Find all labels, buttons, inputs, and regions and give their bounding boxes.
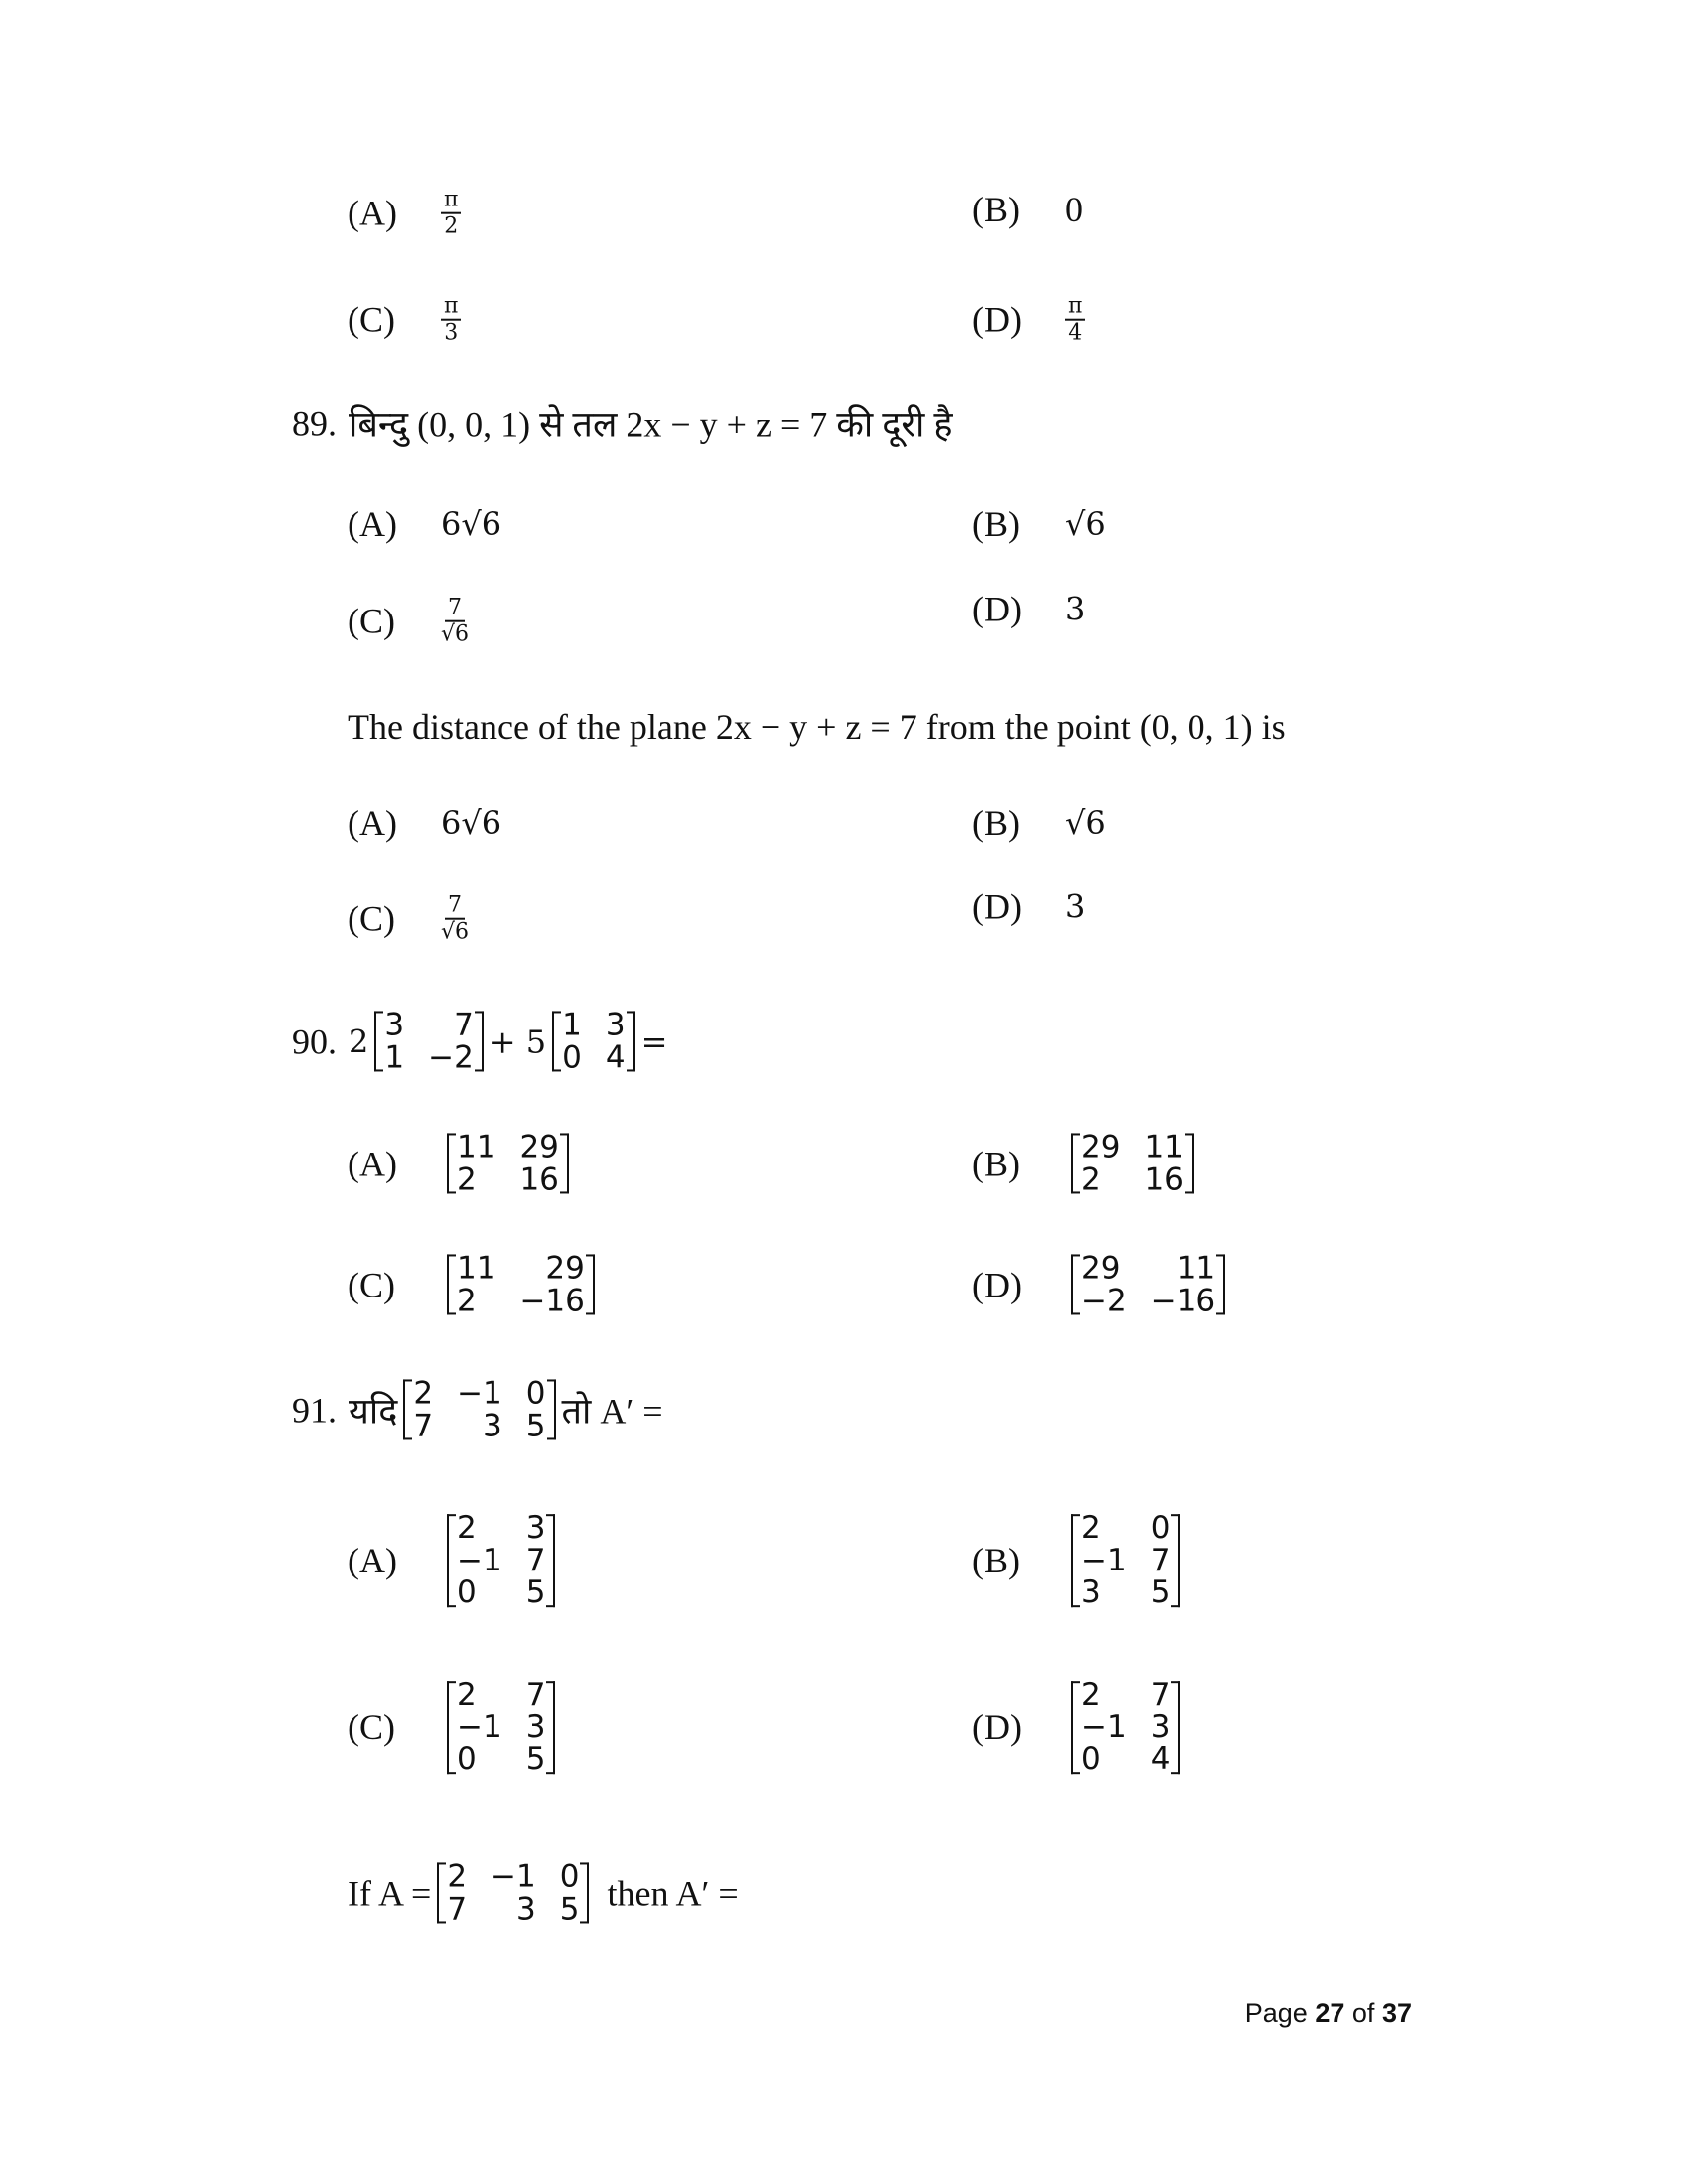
numerator: 7 <box>445 596 465 622</box>
matrix-cell: 11 <box>1176 1250 1216 1287</box>
matrix-cell: 2 <box>447 1858 468 1895</box>
fraction <box>441 188 461 240</box>
matrix-cell: 7 <box>447 1891 468 1927</box>
matrix-row <box>455 1679 547 1711</box>
matrix-cell: 0 <box>1081 1741 1101 1778</box>
then-text: then A′ = <box>607 1873 739 1913</box>
matrix-cell: 2 <box>457 1677 477 1713</box>
matrix-cell: 3 <box>384 1007 405 1043</box>
matrix-row <box>455 1131 561 1163</box>
option-label: (A) <box>348 803 397 843</box>
matrix-cell: 29 <box>1081 1129 1121 1165</box>
option-value: 6√6 <box>441 804 502 842</box>
q88-option-a <box>348 188 461 240</box>
q91-option-b <box>972 1512 1186 1609</box>
matrix-table <box>1079 1131 1186 1195</box>
numerator: π <box>1065 294 1085 321</box>
matrix-cell: 7 <box>413 1408 434 1443</box>
matrix-cell: −16 <box>519 1283 585 1318</box>
matrix-table <box>455 1131 561 1195</box>
matrix-cell: 7 <box>1150 1542 1171 1578</box>
matrix-row <box>445 1893 581 1926</box>
matrix-row <box>1079 1163 1186 1196</box>
matrix-table <box>411 1377 547 1441</box>
matrix <box>1071 1252 1225 1316</box>
matrix-cell: −1 <box>491 1858 536 1895</box>
q89-option-a <box>348 503 501 545</box>
matrix-table <box>455 1679 547 1776</box>
matrix-cell: 5 <box>559 1891 580 1927</box>
matrix-row <box>455 1545 547 1577</box>
q91-option-c <box>348 1679 561 1776</box>
matrix-cell: 4 <box>605 1039 626 1075</box>
matrix-cell: 1 <box>384 1039 405 1075</box>
q90-option-c <box>348 1252 601 1316</box>
matrix-row <box>1079 1576 1172 1609</box>
fraction <box>441 596 469 648</box>
option-label: (C) <box>348 1706 395 1747</box>
matrix-cell: 0 <box>559 1858 580 1895</box>
then-text: तो A′ = <box>561 1391 663 1432</box>
matrix-row <box>445 1860 581 1893</box>
q88-option-b <box>972 189 1083 230</box>
matrix-cell: 11 <box>457 1250 496 1287</box>
matrix-cell: 0 <box>525 1375 546 1412</box>
option-label: (C) <box>348 602 395 641</box>
option-value: 6√6 <box>441 505 502 543</box>
matrix-cell: 7 <box>454 1007 474 1043</box>
matrix-cell: 2 <box>1081 1161 1101 1197</box>
matrix-row <box>1079 1679 1172 1711</box>
matrix <box>1071 1512 1180 1609</box>
matrix-cell: 3 <box>525 1708 546 1745</box>
matrix-cell: 7 <box>1150 1677 1171 1713</box>
coefficient: 2 <box>349 1023 369 1060</box>
matrix-cell: −1 <box>1081 1542 1127 1578</box>
matrix <box>447 1131 569 1195</box>
option-label: (A) <box>348 194 397 233</box>
matrix-table <box>382 1009 475 1073</box>
matrix-cell: 2 <box>1081 1677 1101 1713</box>
matrix <box>447 1252 595 1316</box>
fraction <box>441 893 469 946</box>
option-label: (A) <box>348 504 397 544</box>
matrix-cell: 16 <box>1144 1161 1184 1197</box>
matrix-row <box>455 1252 587 1285</box>
matrix-cell: −16 <box>1150 1283 1216 1318</box>
matrix <box>447 1679 555 1776</box>
matrix-row <box>455 1711 547 1744</box>
matrix-cell: 0 <box>457 1574 477 1611</box>
option-value: 3 <box>1065 590 1086 628</box>
matrix-table <box>1079 1679 1172 1776</box>
option-label: (D) <box>972 300 1022 340</box>
matrix-row <box>455 1743 547 1776</box>
matrix-row <box>1079 1545 1172 1577</box>
q89-en-option-a <box>348 802 501 844</box>
option-label: (D) <box>972 589 1022 629</box>
fraction <box>1065 294 1085 346</box>
numerator: π <box>441 188 461 214</box>
matrix-row <box>455 1285 587 1317</box>
matrix-cell: 7 <box>525 1542 546 1578</box>
matrix-row <box>455 1163 561 1196</box>
option-value: √6 <box>1065 505 1106 543</box>
q90-option-d <box>972 1252 1231 1316</box>
matrix-row <box>382 1041 475 1074</box>
matrix-row <box>560 1009 627 1041</box>
current-page: 27 <box>1315 1998 1345 2028</box>
matrix-row <box>382 1009 475 1041</box>
matrix-row <box>1079 1743 1172 1776</box>
denominator: 2 <box>444 214 459 239</box>
option-value: 3 <box>1065 887 1086 926</box>
matrix-cell: 0 <box>1150 1510 1171 1547</box>
option-label: (B) <box>972 504 1020 544</box>
matrix-cell: 5 <box>525 1741 546 1778</box>
matrix-cell: 3 <box>516 1891 536 1927</box>
matrix <box>552 1009 634 1073</box>
matrix-cell: 7 <box>525 1677 546 1713</box>
option-label: (D) <box>972 1706 1022 1747</box>
matrix-table <box>455 1512 547 1609</box>
question-number: 89. <box>292 403 337 443</box>
denominator: √6 <box>441 920 470 945</box>
q88-option-d <box>972 294 1085 346</box>
matrix <box>447 1512 555 1609</box>
matrix-row <box>560 1041 627 1074</box>
option-label: (B) <box>972 803 1020 843</box>
question-number: 91. <box>292 1390 337 1430</box>
matrix <box>374 1009 483 1073</box>
matrix <box>437 1860 589 1925</box>
q91-option-a <box>348 1512 561 1609</box>
q91-option-d <box>972 1679 1186 1776</box>
matrix-table <box>1079 1512 1172 1609</box>
matrix-row <box>1079 1711 1172 1744</box>
q88-option-c <box>348 294 461 346</box>
matrix-cell: 0 <box>562 1039 582 1075</box>
q89-en-option-b <box>972 802 1106 844</box>
matrix-cell: 29 <box>545 1250 585 1287</box>
matrix-cell: −2 <box>1081 1283 1127 1318</box>
matrix-cell: 5 <box>525 1574 546 1611</box>
matrix-cell: 3 <box>1081 1574 1101 1611</box>
matrix-cell: 2 <box>1081 1510 1101 1547</box>
matrix-table <box>560 1009 627 1073</box>
matrix-cell: 0 <box>457 1741 477 1778</box>
matrix-row <box>1079 1252 1217 1285</box>
option-label: (A) <box>348 1540 397 1580</box>
matrix-cell: −2 <box>428 1039 474 1075</box>
if-text: If A = <box>348 1873 432 1913</box>
option-label: (C) <box>348 899 395 939</box>
option-label: (A) <box>348 1144 397 1183</box>
matrix-cell: −1 <box>457 1708 502 1745</box>
option-label: (C) <box>348 1265 395 1304</box>
matrix-cell: 5 <box>525 1408 546 1443</box>
matrix-row <box>411 1377 547 1410</box>
matrix-cell: 3 <box>525 1510 546 1547</box>
matrix-cell: 2 <box>413 1375 434 1412</box>
matrix-cell: 3 <box>483 1408 502 1443</box>
denominator: 3 <box>444 321 459 345</box>
question-text: The distance of the plane 2x − y + z = 7 from the point (0, 0, 1) is <box>348 707 1286 747</box>
matrix-row <box>455 1512 547 1545</box>
q89-option-d <box>972 588 1085 629</box>
matrix-cell: 3 <box>605 1007 626 1043</box>
matrix-row <box>1079 1285 1217 1317</box>
denominator: 4 <box>1068 321 1083 345</box>
matrix-table <box>445 1860 581 1925</box>
matrix-cell: 4 <box>1150 1741 1171 1778</box>
option-label: (B) <box>972 1144 1020 1183</box>
matrix-table <box>455 1252 587 1316</box>
matrix <box>403 1377 555 1441</box>
option-value: √6 <box>1065 804 1106 842</box>
matrix-cell: 1 <box>562 1007 582 1043</box>
matrix-cell: 3 <box>1150 1708 1171 1745</box>
page-word: Page <box>1244 1998 1308 2028</box>
operator: + 5 <box>489 1023 547 1060</box>
matrix-row <box>1079 1512 1172 1545</box>
matrix-row <box>411 1410 547 1442</box>
option-label: (D) <box>972 1265 1022 1304</box>
matrix-cell: −1 <box>457 1375 502 1412</box>
matrix-cell: −1 <box>457 1542 502 1578</box>
matrix-cell: 11 <box>1144 1129 1184 1165</box>
q89-option-b <box>972 503 1106 545</box>
matrix-cell: 29 <box>1081 1250 1121 1287</box>
q89-option-c <box>348 596 469 648</box>
total-pages: 37 <box>1381 1998 1412 2028</box>
matrix <box>1071 1679 1180 1776</box>
question-number: 90. <box>292 1022 337 1061</box>
q89-en-option-d <box>972 886 1085 927</box>
matrix-cell: 2 <box>457 1510 477 1547</box>
page-number <box>1245 1998 1412 2029</box>
matrix-cell: −1 <box>1081 1708 1127 1745</box>
option-label: (C) <box>348 300 395 340</box>
matrix <box>1071 1131 1194 1195</box>
option-value: 0 <box>1065 189 1083 229</box>
matrix-cell: 11 <box>457 1129 496 1165</box>
matrix-cell: 5 <box>1150 1574 1171 1611</box>
matrix-cell: 29 <box>519 1129 559 1165</box>
matrix-cell: 2 <box>457 1161 477 1197</box>
numerator: 7 <box>445 893 465 920</box>
q90-option-a <box>348 1131 575 1195</box>
option-label: (B) <box>972 189 1020 229</box>
question-text: बिन्दु (0, 0, 1) से तल 2x − y + z = 7 की दूरी है <box>349 404 953 445</box>
matrix-cell: 16 <box>519 1161 559 1197</box>
numerator: π <box>441 294 461 321</box>
q89-en-option-c <box>348 893 469 946</box>
matrix-row <box>455 1576 547 1609</box>
matrix-cell: 2 <box>457 1283 477 1318</box>
q90-option-b <box>972 1131 1199 1195</box>
if-text: यदि <box>349 1391 398 1432</box>
matrix-table <box>1079 1252 1217 1316</box>
option-label: (B) <box>972 1540 1020 1580</box>
denominator: √6 <box>441 622 470 647</box>
fraction <box>441 294 461 346</box>
equals: = <box>640 1023 668 1060</box>
matrix-row <box>1079 1131 1186 1163</box>
of-word: of <box>1351 1998 1375 2028</box>
option-label: (D) <box>972 887 1022 927</box>
